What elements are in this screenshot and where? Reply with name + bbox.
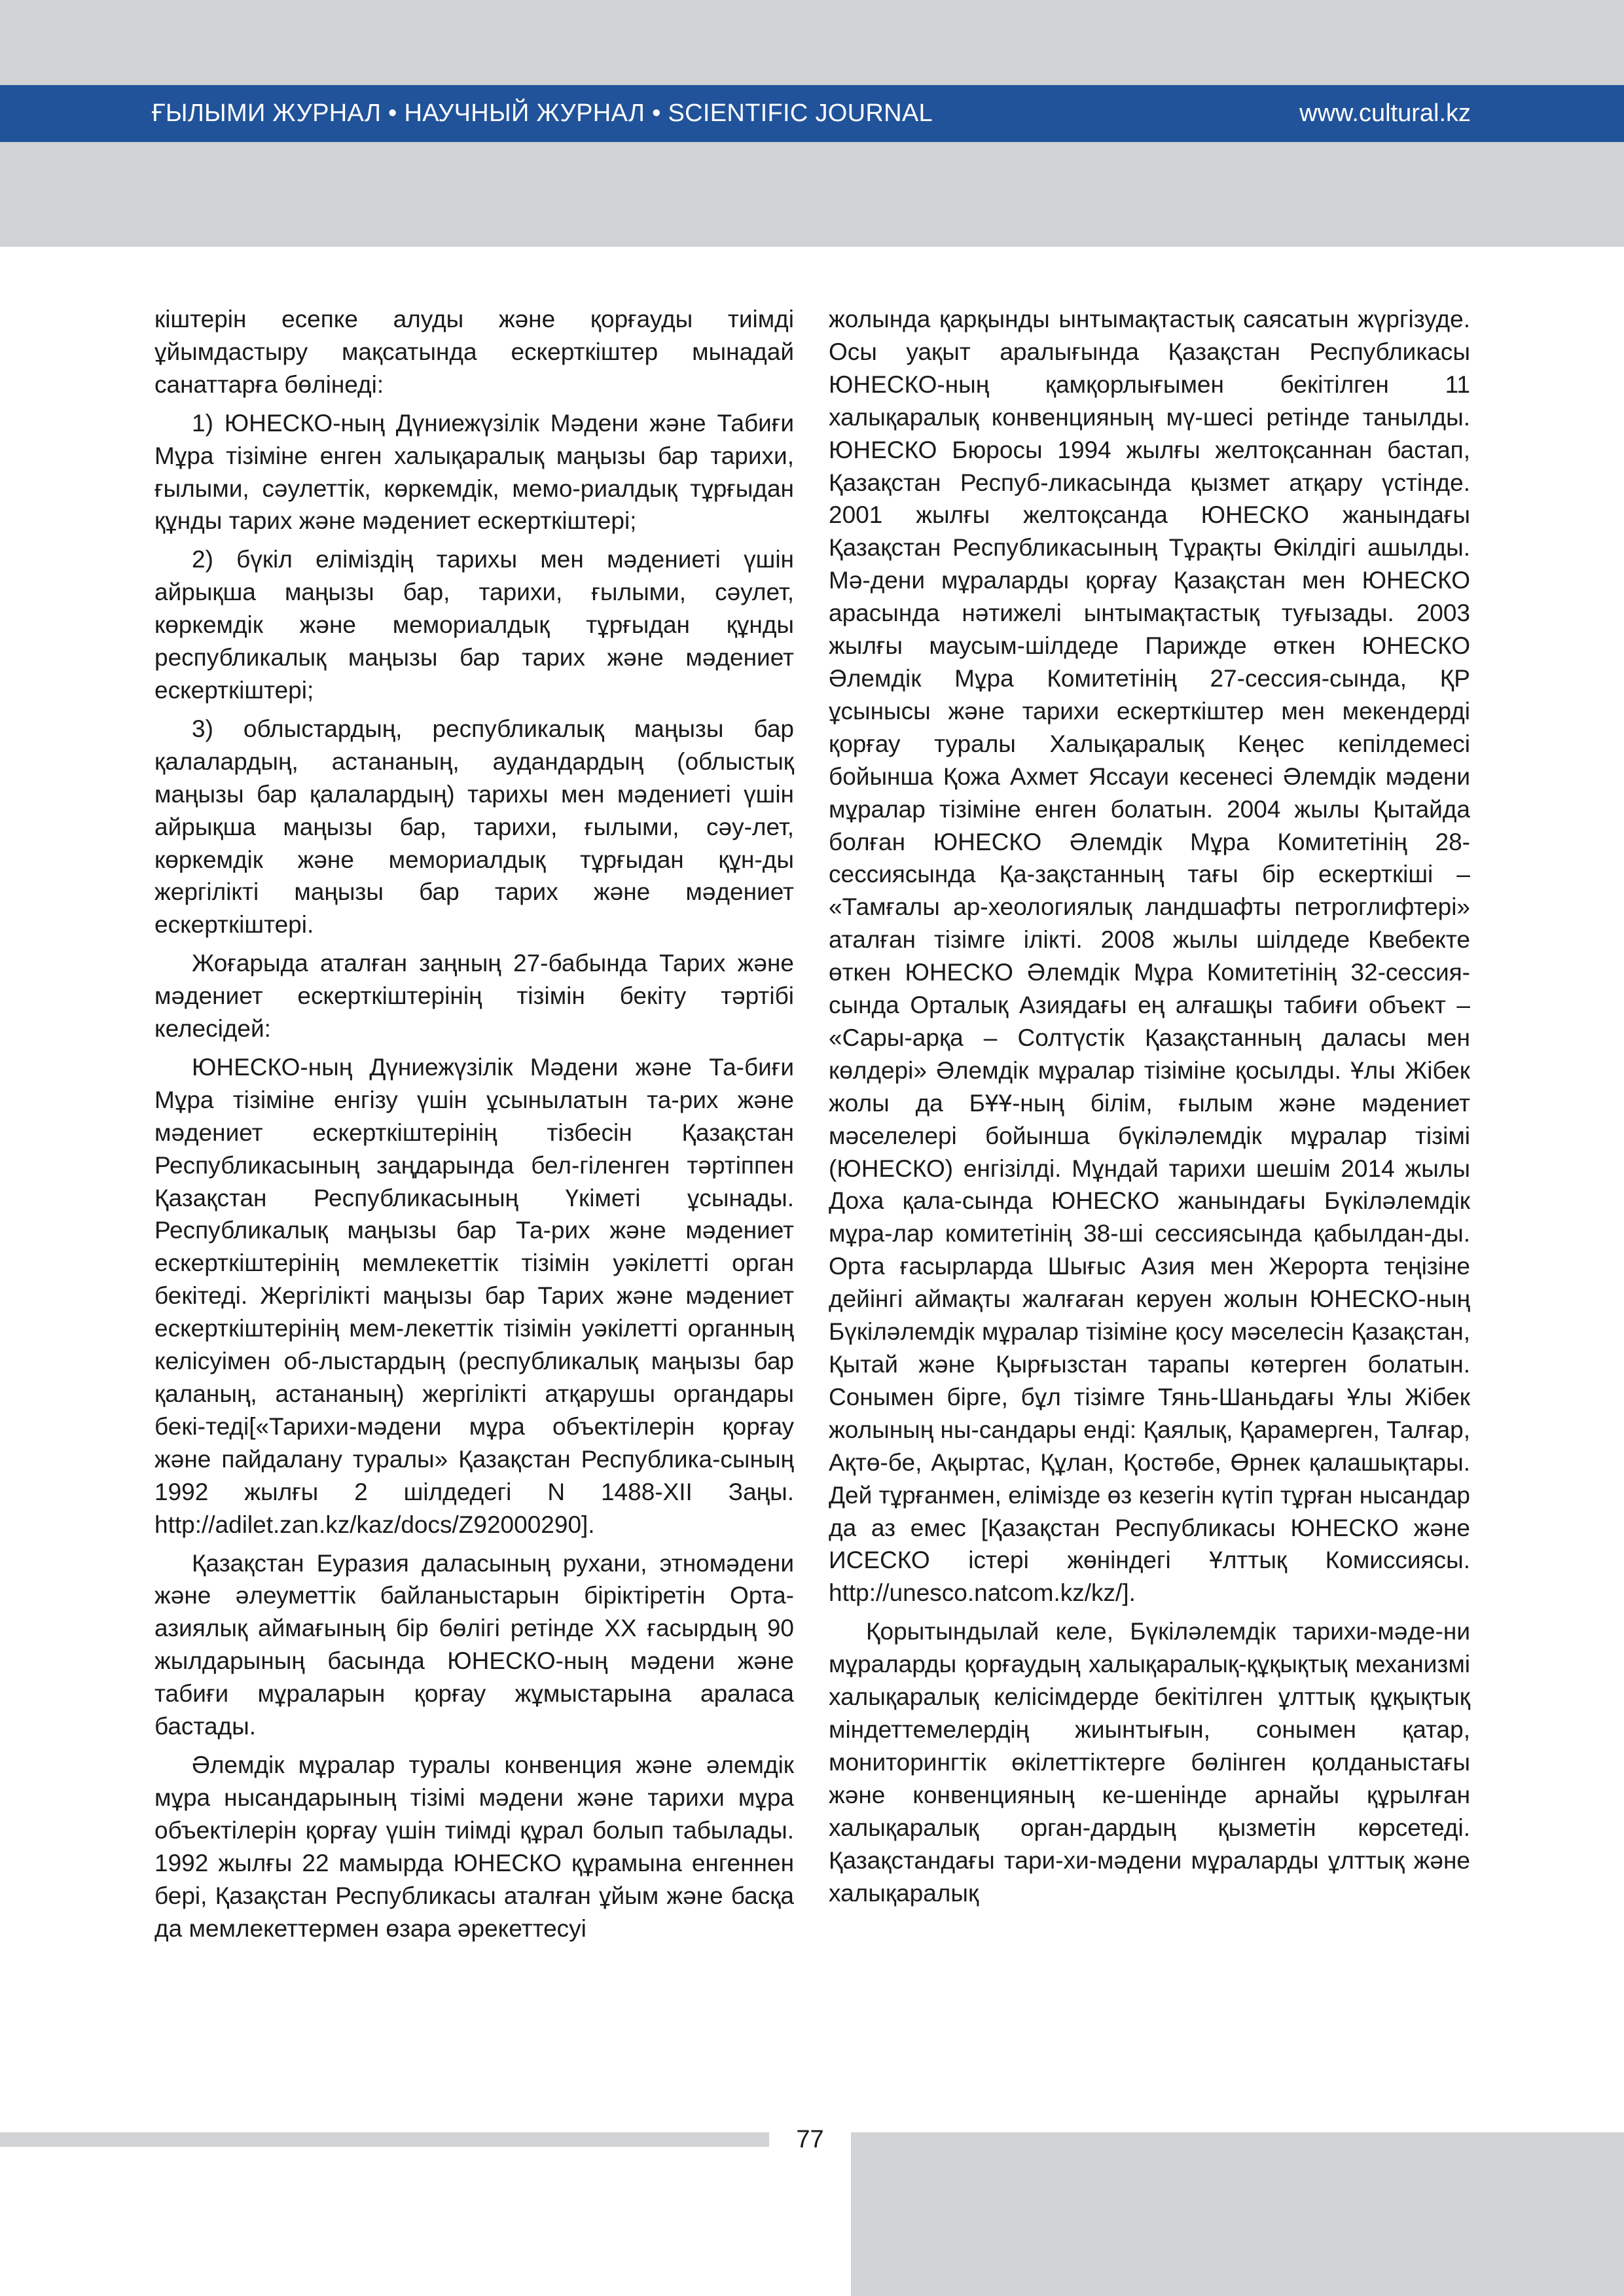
paragraph: Қазақстан Еуразия даласының рухани, этномәдени және әлеуметтiк байланыстарын бiрiктiретiн Орта-азиялық аймағының бiр бөлiгi ретiнде XX ғасырдың 90 жылдарының басында ЮНЕСКО-ның мәдени және табиғи мұраларын қорғау жұмыстарына араласа бастады.	[154, 1549, 794, 1740]
journal-header-bar	[0, 85, 1624, 142]
paragraph: 2) бүкiл елiмiздiң тарихы мен мәдениетi үшiн айрықша маңызы бар, тарихи, ғылыми, сәулет, көркемдiк және мемориалдық тұрғыдан құнды республикалық маңызы бар тарих және мәдениет ескерткiштерi;	[154, 546, 794, 704]
journal-title: ҒЫЛЫМИ ЖУРНАЛ • НАУЧНЫЙ ЖУРНАЛ • SCIENTIFIC JOURNAL	[152, 99, 933, 127]
paragraph: жолында қарқынды ынтымақтастық саясатын жүргiзуде. Осы уақыт аралығында Қазақстан Республикасы ЮНЕСКО-ның қамқорлығымен бекiтiлген 11 халықаралық конвенцияның мү-шесi ретiнде танылды. ЮНЕСКО Бюросы 1994 жылғы желтоқсаннан бастап, Қазақстан Респуб-ликасында қызмет атқару үстiнде. 2001 жылғы желтоқсанда ЮНЕСКО жанындағы Қазақстан Республикасының Тұрақты Өкiлдiгi ашылды. Мә-дени мұраларды қорғау Қазақстан мен ЮНЕСКО арасында нәтижелi ынтымақтастық туғызады. 2003 жылғы маусым-шiлдеде Парижде өткен ЮНЕСКО Әлемдiк Мұра Комитетiнiң 27-сессия-сында, ҚР ұсынысы және тарихи ескерткiштер мен мекендердi қорғау туралы Халықаралық Кеңес кепiлдемесi бойынша Қожа Ахмет Яссауи кесенесi Әлемдiк мәдени мұралар тiзiмiне енген болатын. 2004 жылы Қытайда болған ЮНЕСКО Әлемдiк Мұра Комитетiнiң 28-сессиясында Қа-зақстанның тағы бiр ескерткiшi – «Тамғалы ар-хеологиялық ландшафты петроглифтерi» аталған тiзiмге iлiктi. 2008 жылы шiлдеде Квебекте өткен ЮНЕСКО Әлемдiк Мұра Комитетiнiң 32-сессия-сында Орталық Азиядағы ең алғашқы табиғи объект – «Сары-арқа – Солтүстiк Қазақстанның даласы мен көлдерi» Әлемдiк мұралар тiзiмiне қосылды. Ұлы Жiбек жолы да БҰҰ-ның бiлiм, ғылым және мәдениет мәселелерi бойынша бүкiләлемдiк мұралар тiзiмi (ЮНЕСКО) енгiзiлдi. Мұндай тарихи шешiм 2014 жылы Доха қала-сында ЮНЕСКО жанындағы Бүкiләлемдiк мұра-лар комитетiнiң 38-шi сессиясында қабылдан-ды. Орта ғасырларда Шығыс Азия мен Жерорта теңiзiне дейiнгi аймақты жалғаған керуен жолын ЮНЕСКО-ның Бүкiләлемдiк мұралар тiзiмiне қосу мәселесiн Қазақстан, Қытай және Қырғызстан тарапы көтерген болатын. Сонымен бiрге, бұл тiзiмге Тянь-Шаньдағы Ұлы Жiбек жолының ны-сандары ендi: Қаялық, Қарамерген, Талғар, Ақтө-бе, Ақыртас, Құлан, Қостөбе, Өрнек қалашықтары. Дей тұрғанмен, елiмiзде өз кезегiн күтiп тұрған нысандар да аз емес [Қазақстан Республикасы ЮНЕСКО және ИСЕСКО iстерi жөнiндегi Ұлттық Комиссиясы. http://unesco.natcom.kz/kz/].	[829, 306, 1470, 1607]
footer-block-right	[851, 2132, 1624, 2296]
paragraph: 1) ЮНЕСКО-ның Дүниежүзiлiк Мәдени және Табиғи Мұра тiзiмiне енген халықаралық маңызы бар тарихи, ғылыми, сәулеттiк, көркемдiк, мемо-риалдық тұрғыдан құнды тарих және мәдениет ескерткiштерi;	[154, 409, 794, 535]
paragraph: кiштерiн есепке алуды және қорғауды тиiмдi ұйымдастыру мақсатында ескерткiштер мынадай санаттарға бөлiнедi:	[154, 306, 794, 398]
paragraph: ЮНЕСКО-ның Дүниежүзiлiк Мәдени және Та-биғи Мұра тiзiмiне енгiзу үшiн ұсынылатын та-рих және мәдениет ескерткiштерiнiң тiзбесiн Қазақстан Республикасының заңдарында бел-гiленген тәртiппен Қазақстан Республикасының Үкiметi ұсынады. Республикалық маңызы бар Та-рих және мәдениет ескерткiштерiнiң мемлекеттiк тiзiмiн уәкiлеттi орган бекiтедi. Жергiлiктi маңызы бар Тарих және мәдениет ескерткiштерiнiң мем-лекеттiк тiзiмiн уәкiлеттi органның келiсуiмен об-лыстардың (республикалық маңызы бар қаланың, астананың) жергiлiктi атқарушы органдары бекi-тедi[«Тарихи-мәдени мұра объектiлерiн қорғау және пайдалану туралы» Қазақстан Республика-сының 1992 жылғы 2 шiлдедегi N 1488-XII Заңы. http://adilet.zan.kz/kaz/docs/Z92000290].	[154, 1053, 794, 1538]
footer-bar-left	[0, 2132, 769, 2147]
paragraph: Қорытындылай келе, Бүкiләлемдiк тарихи-мәде-ни мұраларды қорғаудың халықаралық-құқықтық механизмi халықаралық келiсiмдерде бекiтiлген ұлттық құқықтық мiндеттемелердiң жиынтығын, сонымен қатар, мониторингтiк өкiлеттiктерге бөлiнген қолданыстағы және конвенцияның ке-шенiнде арнайы құрылған халықаралық орган-дардың қызметiн көрсетедi. Қазақстандағы тари-хи-мәдени мұраларды ұлттық және халықаралық	[829, 1618, 1470, 1907]
paragraph: 3) облыстардың, республикалық маңызы бар қалалардың, астананың, аудандардың (облыстық маңызы бар қалалардың) тарихы мен мәдениетi үшiн айрықша маңызы бар, тарихи, ғылыми, сәу-лет, көркемдiк және мемориалдық тұрғыдан құн-ды жергiлiктi маңызы бар тарих және мәдениет ескерткiштерi.	[154, 715, 794, 939]
paragraph: Жоғарыда аталған заңның 27-бабында Тарих және мәдениет ескерткiштерiнiң тiзiмiн бекiту тәртiбi келесiдей:	[154, 950, 794, 1043]
right-text-column	[829, 303, 1470, 1915]
journal-website: www.cultural.kz	[1299, 99, 1471, 127]
paragraph: Әлемдiк мұралар туралы конвенция және әлемдiк мұра нысандарының тiзiмi мәдени және тарихи мұра объектiлерiн қорғау үшiн тиiмдi құрал болып табылады. 1992 жылғы 22 мамырда ЮНЕСКО құрамына енгеннен берi, Қазақстан Республикасы аталған ұйым және басқа да мемлекеттермен өзара әрекеттесуi	[154, 1751, 794, 1942]
left-text-column	[154, 303, 794, 1950]
page-number: 77	[796, 2126, 824, 2153]
